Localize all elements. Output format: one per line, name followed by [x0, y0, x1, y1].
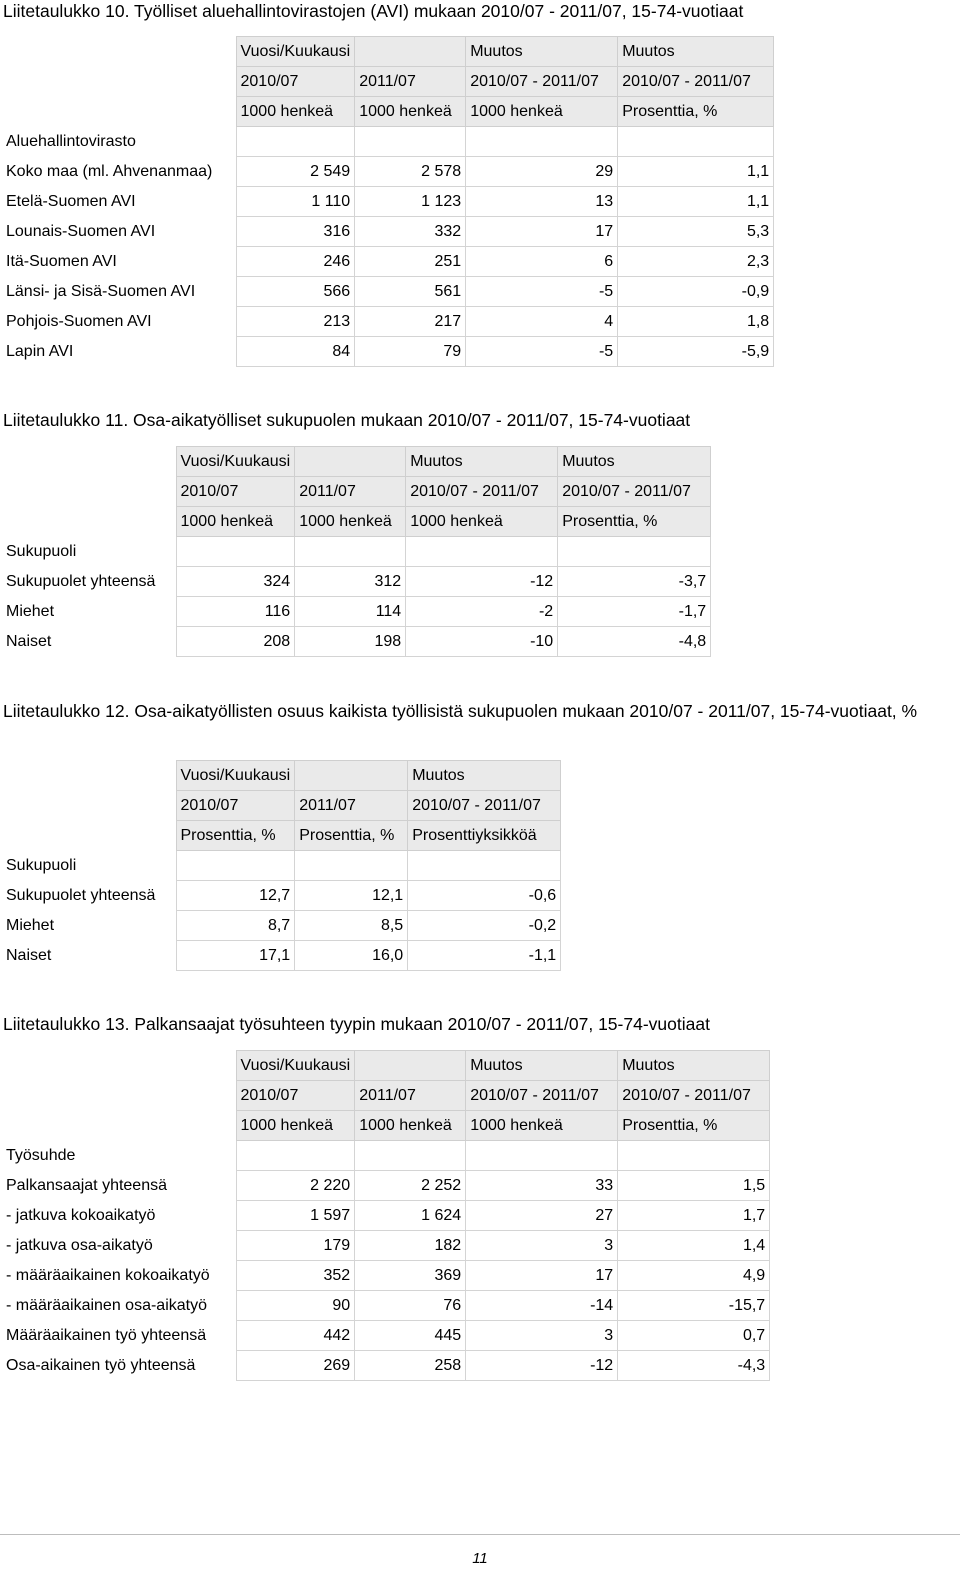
column-header: Prosenttiyksikköä — [408, 821, 561, 851]
stub-header: Sukupuoli — [6, 856, 77, 874]
cell: 269 — [236, 1351, 355, 1381]
column-header: Prosenttia, % — [558, 507, 711, 537]
table-row — [1, 941, 561, 971]
column-header: Muutos — [558, 447, 711, 477]
table-row — [1, 1231, 770, 1261]
row-label: - määräaikainen osa-aikatyö — [6, 1296, 207, 1314]
cell: 0,7 — [618, 1321, 770, 1351]
cell: 2 252 — [355, 1171, 466, 1201]
cell: 182 — [355, 1231, 466, 1261]
column-header: 1000 henkeä — [355, 97, 466, 127]
cell: 17,1 — [176, 941, 295, 971]
column-header: 2011/07 — [295, 791, 408, 821]
table-header-row — [1, 67, 774, 97]
cell: -1,7 — [558, 597, 711, 627]
row-label: - jatkuva osa-aikatyö — [6, 1236, 153, 1254]
cell: 332 — [355, 217, 466, 247]
column-header: Vuosi/Kuukausi — [236, 37, 355, 67]
column-header — [295, 761, 408, 791]
table-row — [1, 1291, 770, 1321]
table-row — [1, 627, 711, 657]
column-header: 1000 henkeä — [406, 507, 558, 537]
column-header: Muutos — [618, 1051, 770, 1081]
stub-header: Työsuhde — [6, 1146, 76, 1164]
stub-header-row — [1, 1141, 770, 1171]
column-header: 1000 henkeä — [236, 97, 355, 127]
row-label: Lounais-Suomen AVI — [6, 222, 156, 240]
row-label: Miehet — [6, 602, 55, 620]
table-11-title: Liitetaulukko 11. Osa-aikatyölliset sukupuolen mukaan 2010/07 - 2011/07, 15-74-vuotiaat — [3, 410, 691, 430]
column-header: 1000 henkeä — [236, 1111, 355, 1141]
table-row — [1, 337, 774, 367]
table-row — [1, 1171, 770, 1201]
table-row — [1, 1351, 770, 1381]
column-header: Muutos — [466, 37, 618, 67]
column-header: Muutos — [406, 447, 558, 477]
row-label: Määräaikainen työ yhteensä — [6, 1326, 207, 1344]
cell: -12 — [406, 567, 558, 597]
table-header-row — [1, 477, 711, 507]
cell: -5,9 — [618, 337, 774, 367]
cell: 1,1 — [618, 187, 774, 217]
row-label: Itä-Suomen AVI — [6, 252, 117, 270]
table-row — [1, 1201, 770, 1231]
table-header-row — [1, 1081, 770, 1111]
column-header: 2010/07 - 2011/07 — [406, 477, 558, 507]
cell: 251 — [355, 247, 466, 277]
cell: -15,7 — [618, 1291, 770, 1321]
cell: 116 — [176, 597, 295, 627]
cell: 3 — [466, 1321, 618, 1351]
cell: 84 — [236, 337, 355, 367]
cell: -5 — [466, 277, 618, 307]
cell: -4,8 — [558, 627, 711, 657]
cell: -2 — [406, 597, 558, 627]
cell: 1 597 — [236, 1201, 355, 1231]
cell: 17 — [466, 217, 618, 247]
column-header: 2010/07 - 2011/07 — [558, 477, 711, 507]
row-label: Naiset — [6, 946, 52, 964]
column-header: Vuosi/Kuukausi — [176, 447, 295, 477]
row-label: Koko maa (ml. Ahvenanmaa) — [6, 162, 213, 180]
column-header: 1000 henkeä — [176, 507, 295, 537]
column-header: Prosenttia, % — [295, 821, 408, 851]
table-12 — [1, 760, 561, 971]
table-row — [1, 157, 774, 187]
cell: -3,7 — [558, 567, 711, 597]
column-header — [295, 447, 406, 477]
cell: 1 624 — [355, 1201, 466, 1231]
cell: 76 — [355, 1291, 466, 1321]
table-13 — [1, 1050, 770, 1381]
page-number: 11 — [472, 1550, 488, 1567]
row-label: Pohjois-Suomen AVI — [6, 312, 152, 330]
column-header: 2011/07 — [295, 477, 406, 507]
column-header: Muutos — [618, 37, 774, 67]
cell: -0,6 — [408, 881, 561, 911]
cell: 198 — [295, 627, 406, 657]
table-header-row — [1, 761, 561, 791]
column-header: 2010/07 - 2011/07 — [466, 67, 618, 97]
column-header: Prosenttia, % — [176, 821, 295, 851]
column-header: Prosenttia, % — [618, 1111, 770, 1141]
cell: 4,9 — [618, 1261, 770, 1291]
stub-header: Aluehallintovirasto — [6, 132, 136, 150]
cell: 566 — [236, 277, 355, 307]
column-header: 2010/07 — [236, 67, 355, 97]
column-header: 2010/07 — [176, 477, 295, 507]
table-row — [1, 307, 774, 337]
cell: 8,5 — [295, 911, 408, 941]
cell: 442 — [236, 1321, 355, 1351]
table-11 — [1, 446, 711, 657]
cell: 3 — [466, 1231, 618, 1261]
column-header: 2011/07 — [355, 1081, 466, 1111]
column-header: 2010/07 - 2011/07 — [466, 1081, 618, 1111]
cell: 352 — [236, 1261, 355, 1291]
column-header: 1000 henkeä — [295, 507, 406, 537]
cell: 1,1 — [618, 157, 774, 187]
cell: 12,1 — [295, 881, 408, 911]
cell: 12,7 — [176, 881, 295, 911]
cell: 79 — [355, 337, 466, 367]
cell: 1,5 — [618, 1171, 770, 1201]
table-12-title: Liitetaulukko 12. Osa-aikatyöllisten osuus kaikista työllisistä sukupuolen mukaan 2010/07 - 2011/07, 15-74-vuotiaat, % — [3, 701, 918, 721]
row-label: Palkansaajat yhteensä — [6, 1176, 167, 1194]
table-header-row — [1, 1051, 770, 1081]
table-header-row — [1, 507, 711, 537]
cell: 213 — [236, 307, 355, 337]
table-row — [1, 217, 774, 247]
cell: 2,3 — [618, 247, 774, 277]
footer-divider — [0, 1534, 960, 1535]
cell: 1 123 — [355, 187, 466, 217]
cell: 27 — [466, 1201, 618, 1231]
table-row — [1, 567, 711, 597]
row-label: Osa-aikainen työ yhteensä — [6, 1356, 196, 1374]
table-10 — [1, 36, 774, 367]
cell: 1,7 — [618, 1201, 770, 1231]
column-header: 2010/07 - 2011/07 — [618, 67, 774, 97]
cell: 445 — [355, 1321, 466, 1351]
column-header: Vuosi/Kuukausi — [176, 761, 295, 791]
table-header-row — [1, 1111, 770, 1141]
cell: 29 — [466, 157, 618, 187]
cell: 5,3 — [618, 217, 774, 247]
column-header: 1000 henkeä — [466, 1111, 618, 1141]
cell: 316 — [236, 217, 355, 247]
cell: 90 — [236, 1291, 355, 1321]
column-header: Muutos — [466, 1051, 618, 1081]
table-row — [1, 597, 711, 627]
cell: 33 — [466, 1171, 618, 1201]
column-header — [355, 37, 466, 67]
row-label: Sukupuolet yhteensä — [6, 572, 156, 590]
column-header: 2010/07 — [236, 1081, 355, 1111]
cell: 114 — [295, 597, 406, 627]
row-label: Lapin AVI — [6, 342, 74, 360]
row-label: Naiset — [6, 632, 52, 650]
row-label: - jatkuva kokoaikatyö — [6, 1206, 156, 1224]
stub-header-row — [1, 127, 774, 157]
cell: 1,8 — [618, 307, 774, 337]
row-label: Miehet — [6, 916, 55, 934]
cell: -1,1 — [408, 941, 561, 971]
column-header: 1000 henkeä — [355, 1111, 466, 1141]
cell: 2 578 — [355, 157, 466, 187]
column-header: 2010/07 — [176, 791, 295, 821]
cell: -14 — [466, 1291, 618, 1321]
cell: 208 — [176, 627, 295, 657]
table-10-title: Liitetaulukko 10. Työlliset aluehallintovirastojen (AVI) mukaan 2010/07 - 2011/07, 15-74-vuotiaat — [3, 1, 744, 21]
cell: 6 — [466, 247, 618, 277]
table-13-title: Liitetaulukko 13. Palkansaajat työsuhteen tyypin mukaan 2010/07 - 2011/07, 15-74-vuotiaat — [3, 1014, 710, 1034]
table-row — [1, 911, 561, 941]
cell: 369 — [355, 1261, 466, 1291]
table-header-row — [1, 37, 774, 67]
table-row — [1, 881, 561, 911]
cell: 217 — [355, 307, 466, 337]
cell: 258 — [355, 1351, 466, 1381]
cell: -4,3 — [618, 1351, 770, 1381]
column-header: Prosenttia, % — [618, 97, 774, 127]
table-row — [1, 1261, 770, 1291]
cell: 561 — [355, 277, 466, 307]
table-header-row — [1, 447, 711, 477]
cell: 246 — [236, 247, 355, 277]
cell: 312 — [295, 567, 406, 597]
cell: -12 — [466, 1351, 618, 1381]
row-label: - määräaikainen kokoaikatyö — [6, 1266, 210, 1284]
column-header — [355, 1051, 466, 1081]
cell: 1,4 — [618, 1231, 770, 1261]
cell: 13 — [466, 187, 618, 217]
cell: 2 549 — [236, 157, 355, 187]
table-header-row — [1, 791, 561, 821]
cell: -0,9 — [618, 277, 774, 307]
table-header-row — [1, 821, 561, 851]
cell: -0,2 — [408, 911, 561, 941]
column-header: 2010/07 - 2011/07 — [618, 1081, 770, 1111]
table-row — [1, 277, 774, 307]
cell: -5 — [466, 337, 618, 367]
column-header: 2011/07 — [355, 67, 466, 97]
table-row — [1, 187, 774, 217]
stub-header: Sukupuoli — [6, 542, 77, 560]
cell: 1 110 — [236, 187, 355, 217]
stub-header-row — [1, 537, 711, 567]
column-header: 2010/07 - 2011/07 — [408, 791, 561, 821]
column-header: Muutos — [408, 761, 561, 791]
table-row — [1, 1321, 770, 1351]
cell: 324 — [176, 567, 295, 597]
cell: 4 — [466, 307, 618, 337]
table-row — [1, 247, 774, 277]
row-label: Länsi- ja Sisä-Suomen AVI — [6, 282, 196, 300]
cell: 16,0 — [295, 941, 408, 971]
row-label: Sukupuolet yhteensä — [6, 886, 156, 904]
column-header: Vuosi/Kuukausi — [236, 1051, 355, 1081]
cell: 2 220 — [236, 1171, 355, 1201]
column-header: 1000 henkeä — [466, 97, 618, 127]
stub-header-row — [1, 851, 561, 881]
cell: -10 — [406, 627, 558, 657]
cell: 17 — [466, 1261, 618, 1291]
table-header-row — [1, 97, 774, 127]
row-label: Etelä-Suomen AVI — [6, 192, 136, 210]
cell: 8,7 — [176, 911, 295, 941]
cell: 179 — [236, 1231, 355, 1261]
